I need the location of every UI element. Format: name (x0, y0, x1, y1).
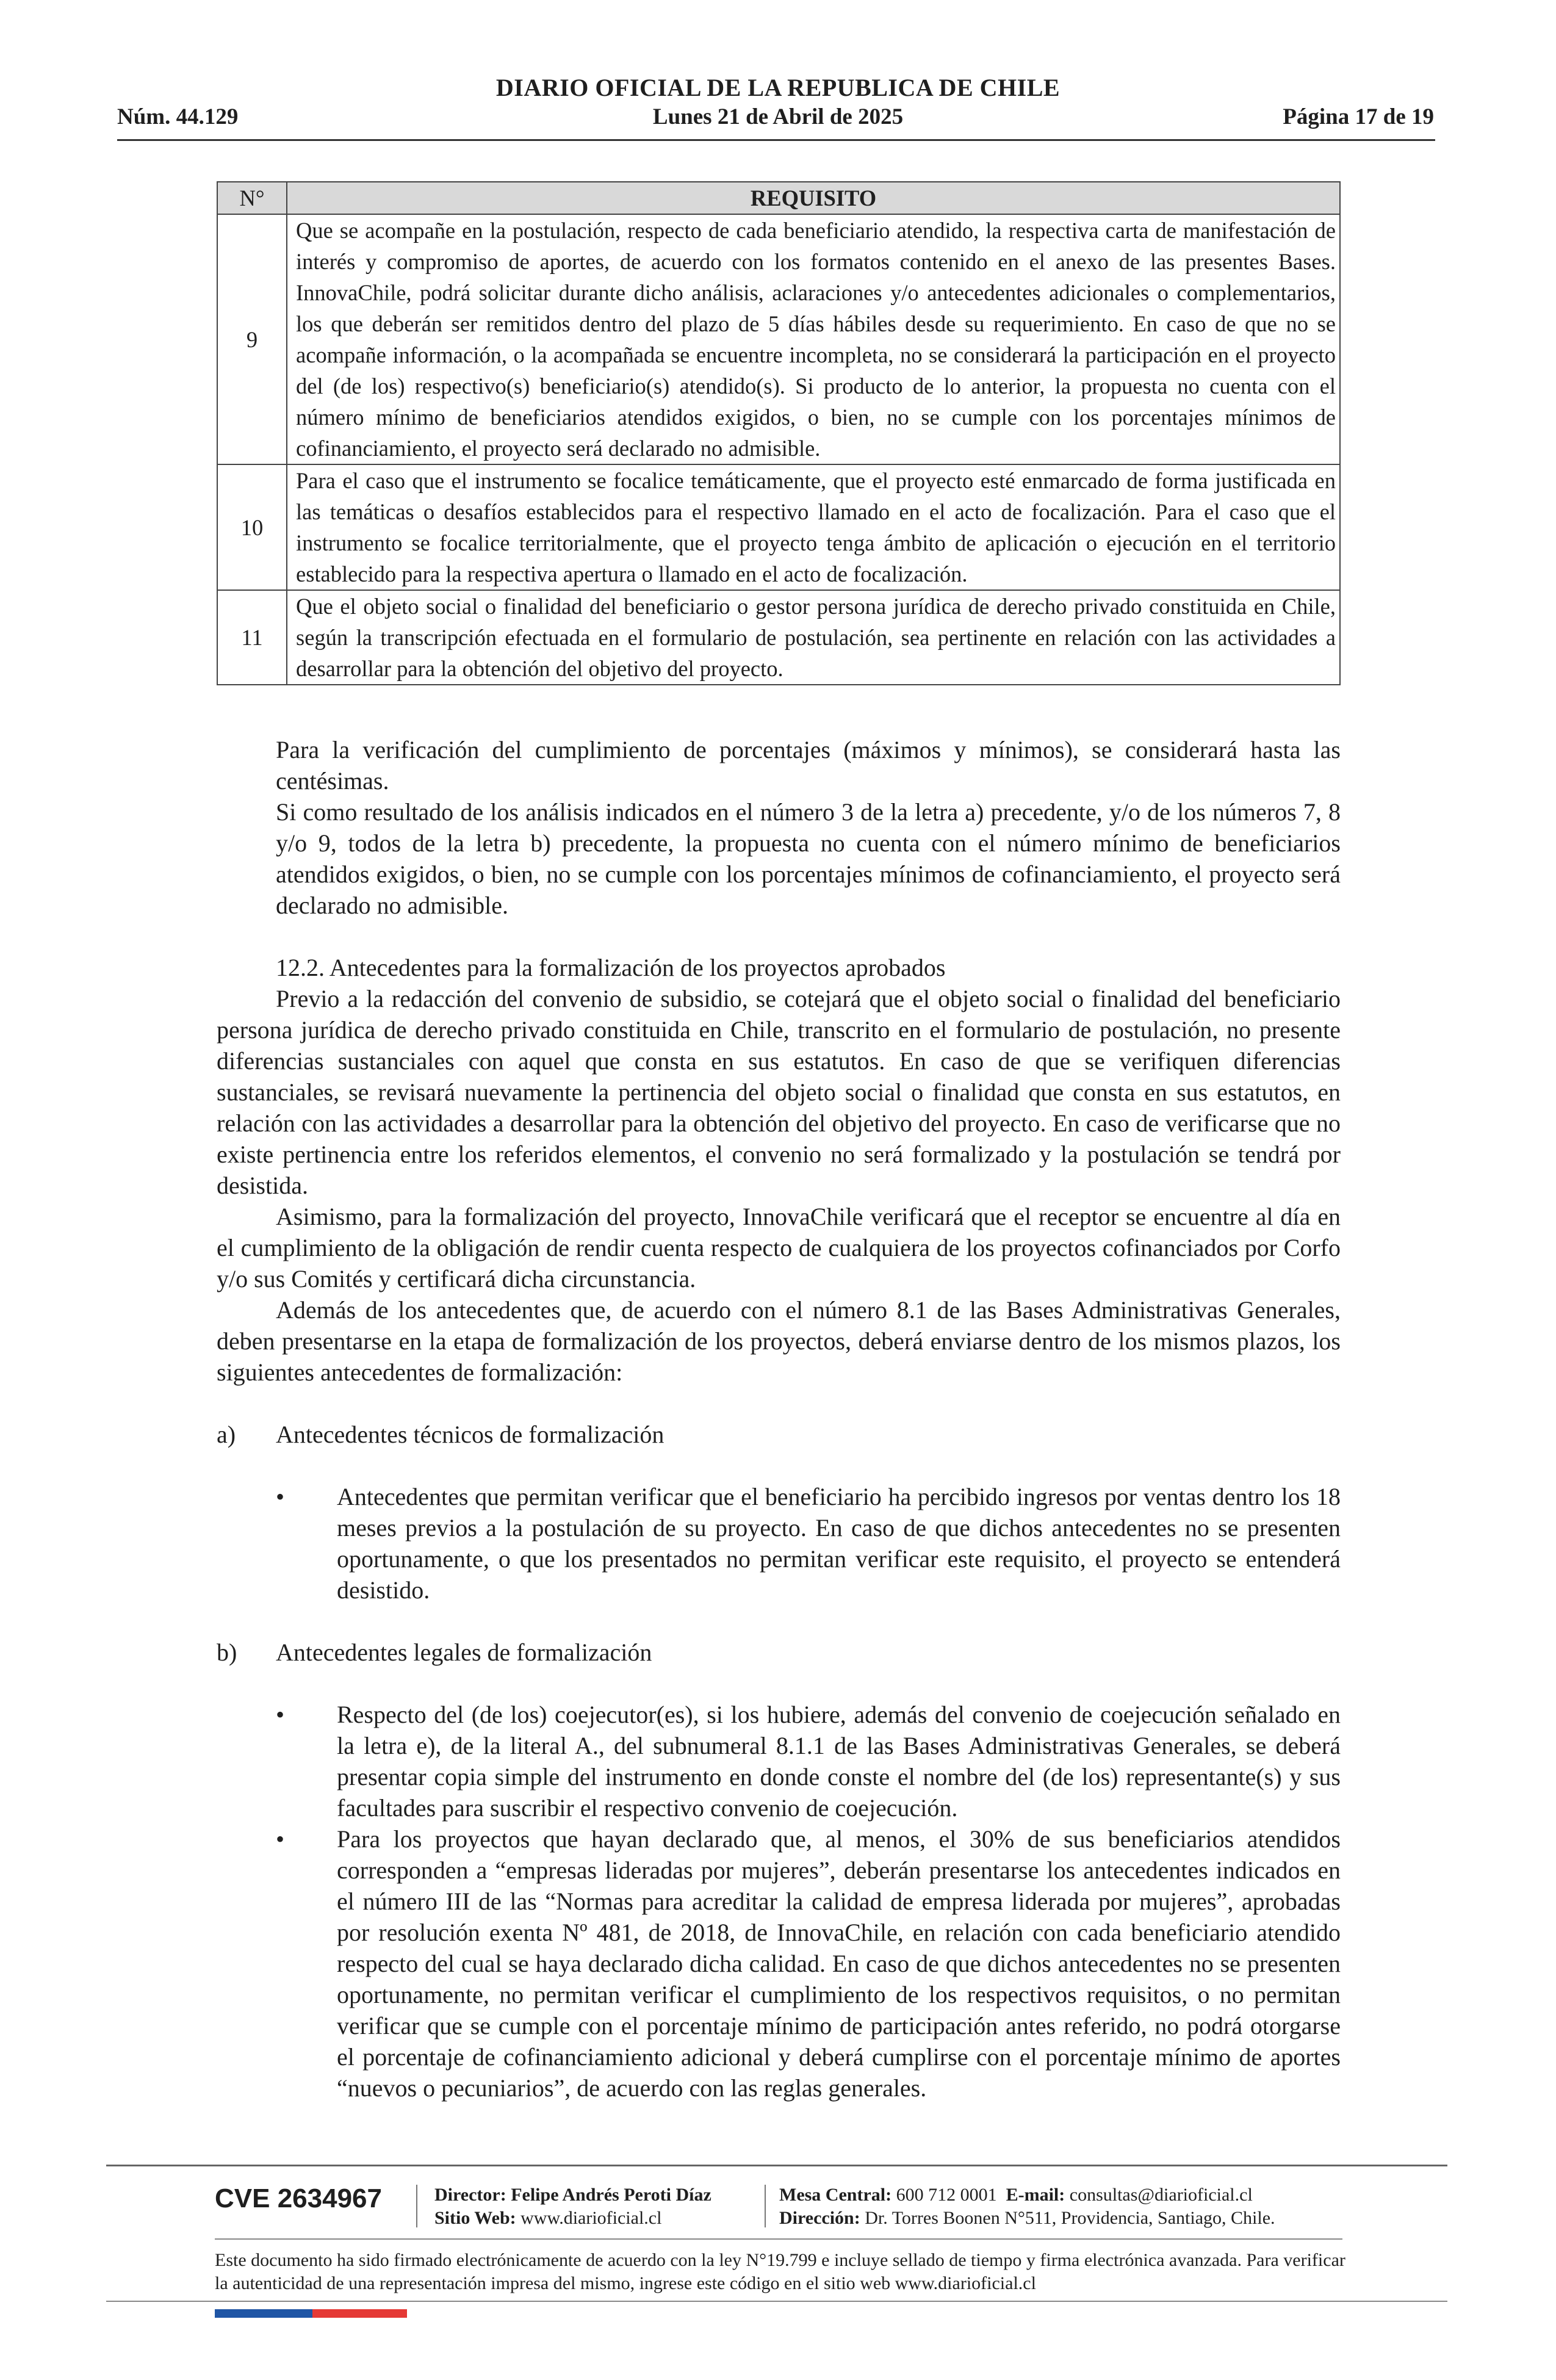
header-divider (117, 139, 1435, 141)
bullet-icon: • (276, 1701, 285, 1728)
footer-director-block (434, 2183, 711, 2230)
bullet-item (217, 1823, 1341, 2104)
list-item-b (217, 1637, 1341, 1668)
flag-stripe-blue (215, 2309, 312, 2318)
column-header-number: N° (217, 182, 287, 214)
footer-separator (416, 2185, 417, 2227)
website-label: Sitio Web: (434, 2208, 516, 2228)
column-header-requirement: REQUISITO (287, 182, 1340, 214)
list-title: Antecedentes legales de formalización (276, 1639, 652, 1666)
bullet-text: Respecto del (de los) coejecutor(es), si los hubiere, además del convenio de coejecución señalado en la letra e), de la literal A., del subnumeral 8.1.1 de las Bases Administrativas Generales, se deberá presentar copia simple del instrumento en donde conste el nombre del (de los) representante(s) y sus facultades para suscribir el respectivo convenio de coejecución. (337, 1701, 1341, 1822)
table-header-row (217, 182, 1340, 214)
row-requirement-text: Que el objeto social o finalidad del beneficiario o gestor persona jurídica de derecho privado constituida en Chile, según la transcripción efectuada en el formulario de postulación, sea pertinente en relación con las actividades a desarrollar para la obtención del objetivo del proyecto. (287, 590, 1340, 685)
page-number: Página 17 de 19 (1283, 104, 1434, 129)
footer-divider (215, 2238, 1342, 2240)
table-row (217, 590, 1340, 685)
website-link[interactable]: www.diarioficial.cl (520, 2208, 662, 2228)
signature-disclaimer: Este documento ha sido firmado electrónicamente de acuerdo con la ley N°19.799 e incluye sellado de tiempo y firma electrónica avanzada. Para verificar la autenticidad de una representación impresa del mismo, ingrese este código en el sitio web www.diarioficial.cl (215, 2250, 1345, 2293)
footer-contact-block (779, 2183, 1275, 2230)
table-row (217, 214, 1340, 464)
list-letter: b) (217, 1639, 237, 1666)
flag-stripe-red (312, 2309, 407, 2318)
row-number: 9 (217, 214, 287, 464)
phone-value: 600 712 0001 (896, 2185, 997, 2205)
bullet-item (217, 1699, 1341, 1823)
bullet-text: Para los proyectos que hayan declarado que, al menos, el 30% de sus beneficiarios atendidos corresponden a “empresas lideradas por mujeres”, deberán presentarse los antecedentes indicados en el número III de las “Normas para acreditar la calidad de empresa liderada por mujeres”, aprobadas por resolución exenta Nº 481, de 2018, de InnovaChile, en relación con cada beneficiario atendido respecto del cual se haya declarado dicha calidad. En caso de que dichos antecedentes no se presenten oportunamente, no permitan verificar el cumplimiento de los respectivos requisitos, o no permitan verificar que se cumple con el porcentaje mínimo de participación antes referido, no podrá otorgarse el porcentaje de cofinanciamiento adicional y deberá cumplirse con el porcentaje mínimo de aportes “nuevos o pecuniarios”, de acuerdo con las reglas generales. (337, 1825, 1341, 2102)
row-number: 11 (217, 590, 287, 685)
issue-date: Lunes 21 de Abril de 2025 (652, 104, 904, 129)
paragraph-percentages: Para la verificación del cumplimiento de porcentajes (máximos y mínimos), se considerará hasta las centésimas. (276, 736, 1341, 795)
footer-divider (106, 2301, 1447, 2302)
section-title: 12.2. Antecedentes para la formalización de los proyectos aprobados (276, 954, 946, 981)
director-label: Director: (434, 2185, 506, 2205)
list-letter: a) (217, 1421, 236, 1448)
footer-divider (106, 2165, 1447, 2166)
paragraph-object-social: Previo a la redacción del convenio de subsidio, se cotejará que el objeto social o finalidad del beneficiario persona jurídica de derecho privado constituida en Chile, transcrito en el formulario de postulación, no presente diferencias sustanciales con aquel que consta en sus estatutos. En caso de que se verifiquen diferencias sustanciales, se revisará nuevamente la pertinencia del objeto social o finalidad que consta en sus estatutos, en relación con las actividades a desarrollar para la obtención del objetivo del proyecto. En caso de verificarse que no existe pertinencia entre los referidos elementos, el convenio no será formalizado y la postulación se tendrá por desistida. (217, 985, 1341, 1199)
requirements-table (217, 181, 1341, 685)
row-requirement-text: Que se acompañe en la postulación, respecto de cada beneficiario atendido, la respectiva carta de manifestación de interés y compromiso de aportes, de acuerdo con los formatos contenido en el anexo de las presentes Bases. InnovaChile, podrá solicitar durante dicho análisis, aclaraciones y/o antecedentes adicionales o complementarios, los que deberán ser remitidos dentro del plazo de 5 días hábiles desde su requerimiento. En caso de que no se acompañe información, o la acompañada se encuentre incompleta, no se considerará la participación en el proyecto del (de los) respectivo(s) beneficiario(s) atendido(s). Si producto de lo anterior, la propuesta no cuenta con el número mínimo de beneficiarios atendidos exigidos, o bien, no se cumple con los porcentajes mínimos de cofinanciamiento, el proyecto será declarado no admisible. (287, 214, 1340, 464)
list-item-a (217, 1419, 1341, 1450)
table-row (217, 464, 1340, 590)
bullet-text: Antecedentes que permitan verificar que el beneficiario ha percibido ingresos por ventas dentro los 18 meses previos a la postulación de su proyecto. En caso de que dichos antecedentes no se presenten oportunamente, o que los presentados no permitan verificar este requisito, el proyecto se entenderá desistido. (337, 1483, 1341, 1604)
phone-label: Mesa Central: (779, 2185, 892, 2205)
row-number: 10 (217, 464, 287, 590)
newspaper-title: DIARIO OFICIAL DE LA REPUBLICA DE CHILE (495, 74, 1061, 101)
director-name: Felipe Andrés Peroti Díaz (511, 2185, 711, 2205)
bullet-icon: • (276, 1483, 285, 1510)
body-text (217, 734, 1341, 2104)
row-requirement-text: Para el caso que el instrumento se focalice temáticamente, que el proyecto esté enmarcado de forma justificada en las temáticas o desafíos establecidos para el respectivo llamado en el acto de focalización. Para el caso que el instrumento se focalice territorialmente, que el proyecto tenga ámbito de aplicación o ejecución en el territorio establecido para la respectiva apertura o llamado en el acto de focalización. (287, 464, 1340, 590)
issue-number: Núm. 44.129 (117, 104, 239, 129)
address-label: Dirección: (779, 2208, 860, 2228)
bullet-item (217, 1481, 1341, 1606)
paragraph-admissibility: Si como resultado de los análisis indicados en el número 3 de la letra a) precedente, y/o de los números 7, 8 y/o 9, todos de la letra b) precedente, la propuesta no cuenta con el número mínimo de beneficiarios atendidos exigidos, o bien, no se cumple con los porcentajes mínimos de cofinanciamiento, el proyecto será declarado no admisible. (276, 798, 1341, 919)
email-link[interactable]: consultas@diarioficial.cl (1069, 2185, 1253, 2205)
bullet-icon: • (276, 1825, 285, 1853)
paragraph-antecedentes: Además de los antecedentes que, de acuerdo con el número 8.1 de las Bases Administrativas Generales, deben presentarse en la etapa de formalización de los proyectos, deberá enviarse dentro de los mismos plazos, los siguientes antecedentes de formalización: (217, 1296, 1341, 1386)
paragraph-rendicion: Asimismo, para la formalización del proyecto, InnovaChile verificará que el receptor se encuentre al día en el cumplimiento de la obligación de rendir cuenta respecto de cualquiera de los proyectos cofinanciados por Corfo y/o sus Comités y certificará dicha circunstancia. (217, 1203, 1341, 1293)
cve-code: CVE 2634967 (215, 2183, 382, 2213)
footer-separator (765, 2185, 766, 2227)
address-value: Dr. Torres Boonen N°511, Providencia, Santiago, Chile. (865, 2208, 1275, 2228)
email-label: E-mail: (1006, 2185, 1065, 2205)
list-title: Antecedentes técnicos de formalización (276, 1421, 665, 1448)
